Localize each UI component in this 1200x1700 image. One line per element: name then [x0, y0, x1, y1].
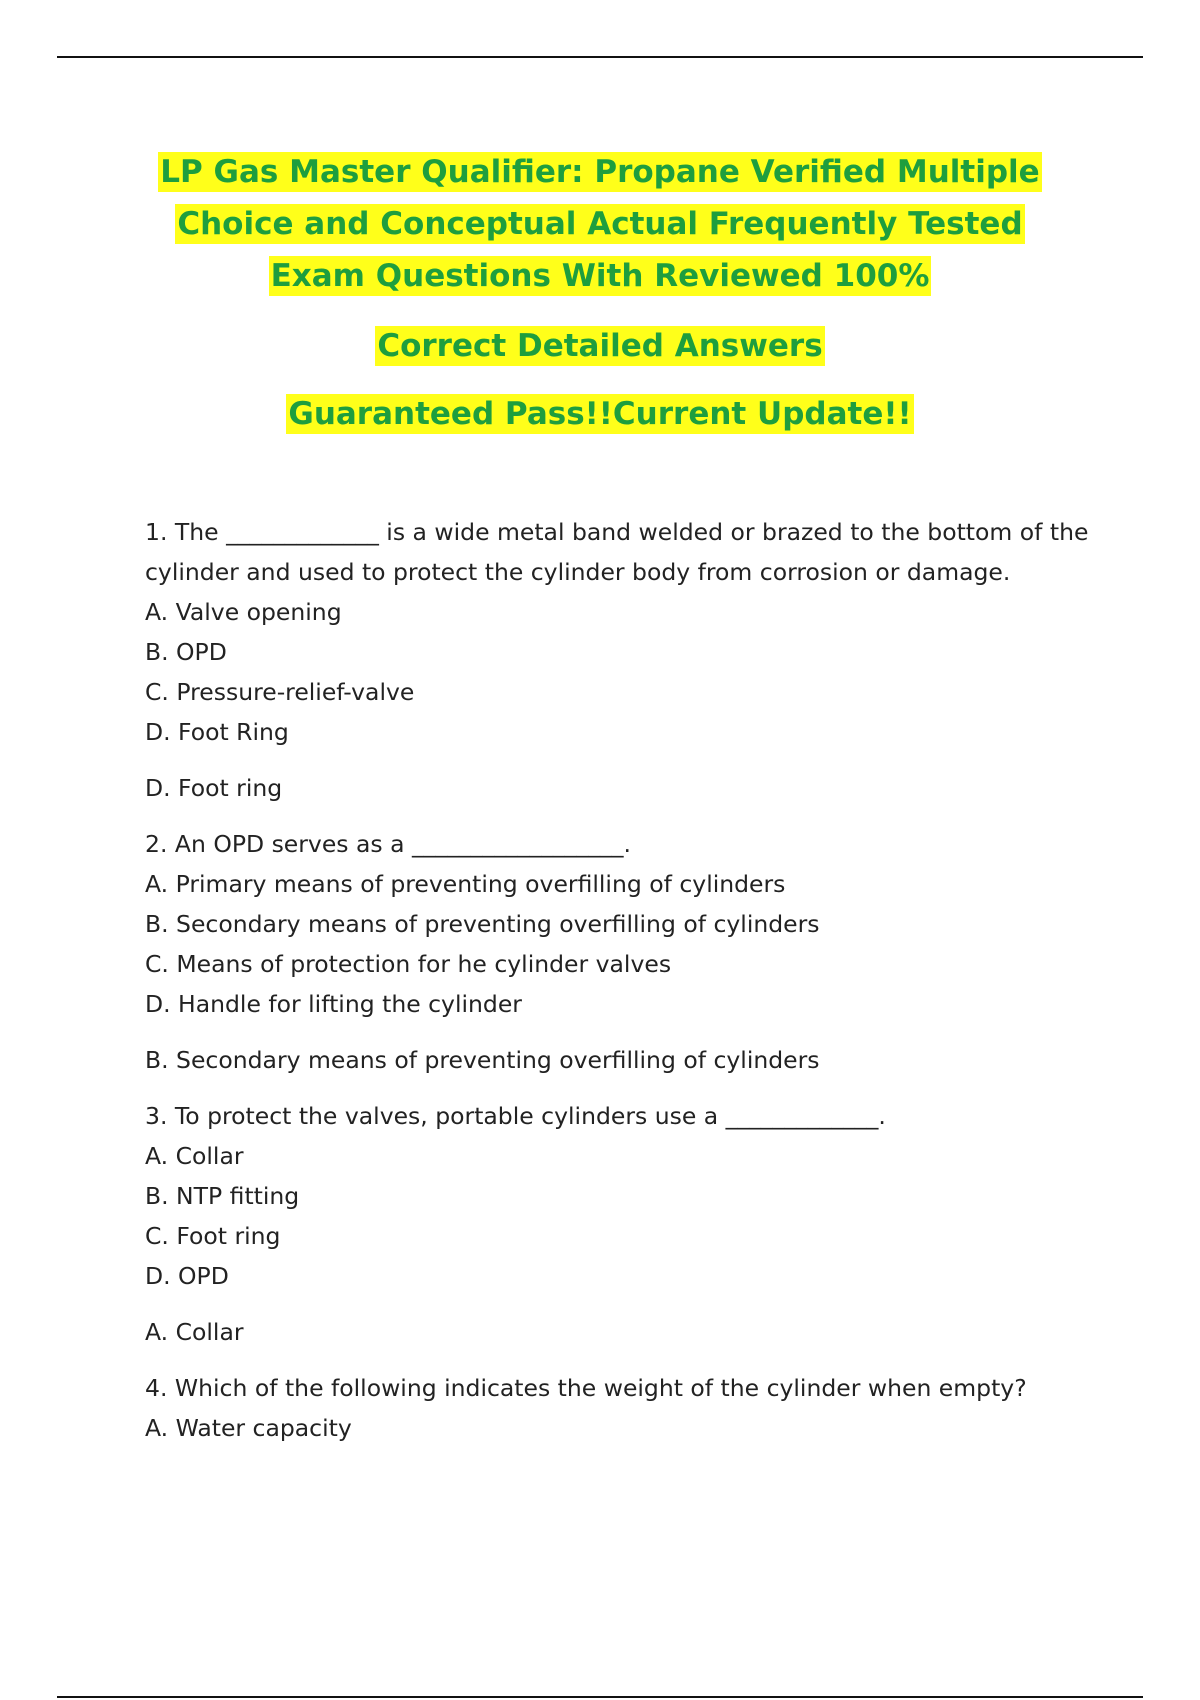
option-b: B. Secondary means of preventing overfilling of cylinders	[145, 910, 820, 938]
option-a: A. Water capacity	[145, 1414, 352, 1442]
answer: D. Foot ring	[145, 774, 283, 802]
header-rule	[57, 56, 1143, 58]
option-c: C. Pressure-relief-valve	[145, 678, 415, 706]
document-title	[100, 146, 1100, 440]
option-c: C. Foot ring	[145, 1222, 281, 1250]
option-d: D. OPD	[145, 1262, 229, 1290]
option-c: C. Means of protection for he cylinder valves	[145, 950, 672, 978]
option-d: D. Handle for lifting the cylinder	[145, 990, 522, 1018]
question-stem: 1. The _____________ is a wide metal band welded or brazed to the bottom of the	[145, 518, 1089, 546]
question-1	[145, 512, 1095, 808]
answer: A. Collar	[145, 1318, 244, 1346]
title-line-2: Choice and Conceptual Actual Frequently Tested	[177, 206, 1023, 242]
question-3	[145, 1096, 1095, 1352]
title-line-4: Correct Detailed Answers	[377, 328, 823, 364]
question-stem: 3. To protect the valves, portable cylinders use a _____________.	[145, 1102, 886, 1130]
question-stem: 4. Which of the following indicates the weight of the cylinder when empty?	[145, 1374, 1027, 1402]
title-line-5: Guaranteed Pass!!Current Update!!	[288, 396, 912, 432]
title-line-1: LP Gas Master Qualifier: Propane Verified Multiple	[160, 154, 1040, 190]
answer: B. Secondary means of preventing overfilling of cylinders	[145, 1046, 820, 1074]
title-line-3: Exam Questions With Reviewed 100%	[270, 258, 930, 294]
question-stem-continued: cylinder and used to protect the cylinder body from corrosion or damage.	[145, 558, 1011, 586]
question-2	[145, 824, 1095, 1080]
option-a: A. Primary means of preventing overfilling of cylinders	[145, 870, 786, 898]
option-a: A. Valve opening	[145, 598, 342, 626]
option-b: B. OPD	[145, 638, 227, 666]
question-stem: 2. An OPD serves as a __________________.	[145, 830, 631, 858]
question-4	[145, 1368, 1095, 1448]
option-b: B. NTP fitting	[145, 1182, 300, 1210]
option-d: D. Foot Ring	[145, 718, 289, 746]
option-a: A. Collar	[145, 1142, 244, 1170]
question-list	[145, 512, 1095, 1464]
footer-rule	[57, 1696, 1143, 1698]
